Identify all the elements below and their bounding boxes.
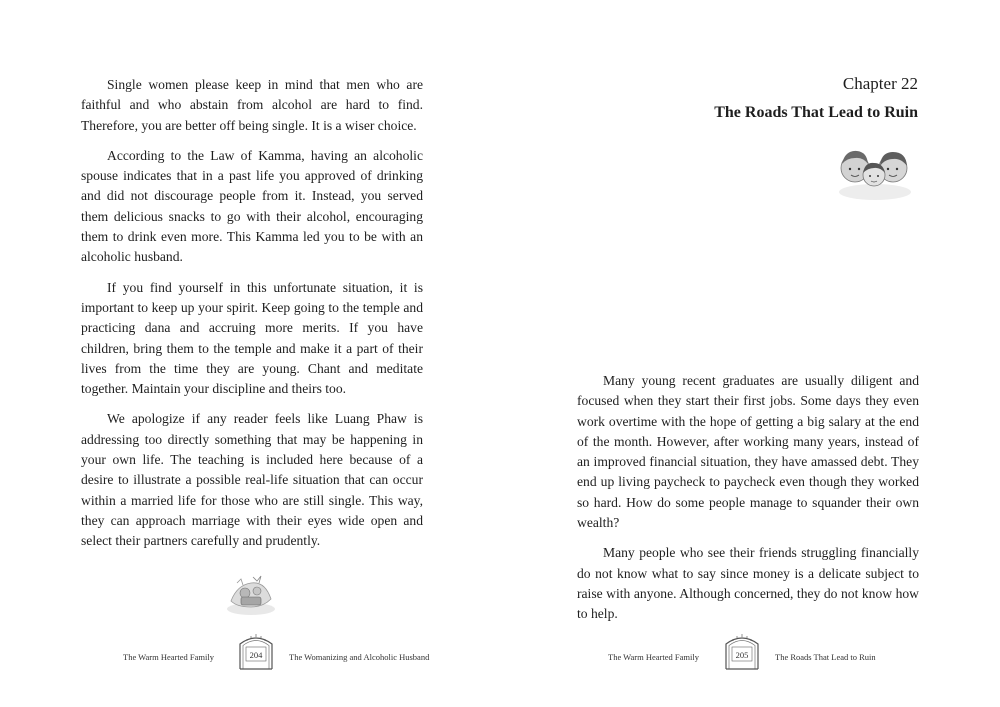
- page-number: 205: [735, 650, 749, 660]
- footer-book-title: The Warm Hearted Family: [608, 652, 699, 662]
- left-paragraph-1: Single women please keep in mind that men who are faithful and who abstain from alcohol are hard to find. Therefore, you are better off being single. It is a wiser choice.: [81, 77, 423, 133]
- chapter-title: The Roads That Lead to Ruin: [714, 104, 918, 121]
- right-paragraph-2: Many people who see their friends struggling financially do not know what to say since money is a delicate subject to raise with anyone. Although concerned, they do not know how to help.: [577, 545, 919, 622]
- left-paragraph-4: We apologize if any reader feels like Luang Phaw is addressing too directly something that may be happening in your own life. The teaching is included here because of a desire to illustrate a possible real-life situation that can occur within a married life for those who are still single. This way, they can approach marriage with their eyes wide open and select their partners carefully and prudently.: [81, 411, 423, 549]
- family-faces-icon: [835, 142, 915, 207]
- chapter-number: Chapter 22: [842, 74, 918, 93]
- right-page-body: [577, 371, 919, 635]
- footer-chapter-title: The Roads That Lead to Ruin: [775, 652, 876, 662]
- right-paragraph-1: Many young recent graduates are usually diligent and focused when they start their first jobs. Some days they even work overtime with the hope of getting a big salary at the end of the month. However, after working many years, instead of an improved financial situation, they have amassed debt. They end up living paycheck to paycheck even though they worked so hard. How do some people manage to squander their own wealth?: [577, 373, 919, 531]
- left-page-body: [81, 75, 423, 562]
- left-paragraph-3: If you find yourself in this unfortunate situation, it is important to keep up your spirit. Keep going to the temple and practicing dana and accruing more merits. If you have children, bring them to the temple and make it a part of their lives from the time they are young. Chant and meditate together. Maintain your discipline and theirs too.: [81, 279, 423, 397]
- footer-book-title: The Warm Hearted Family: [123, 652, 214, 662]
- page-number: 204: [249, 650, 263, 660]
- left-paragraph-2: According to the Law of Kamma, having an alcoholic spouse indicates that in a past life you approved of drinking and did not discourage people from it. Instead, you served them delicious snacks to go with their alcohol, encouraging them to drink even more. This Kamma led you to be with an alcoholic husband.: [81, 147, 423, 265]
- footer-chapter-title: The Womanizing and Alcoholic Husband: [289, 652, 430, 662]
- right-page: [500, 0, 1000, 707]
- small-scene-icon: [223, 571, 279, 622]
